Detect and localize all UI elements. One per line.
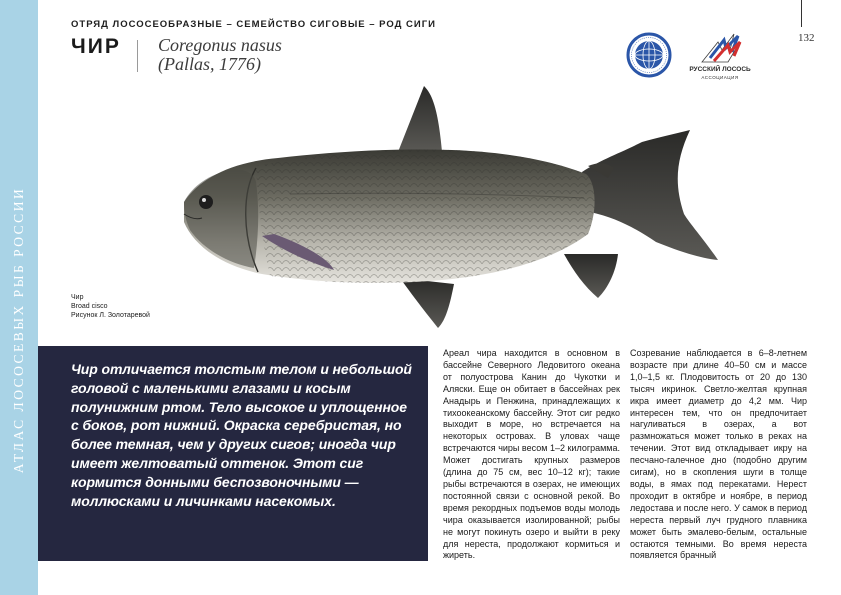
latin-name-line: Coregonus nasus: [158, 35, 282, 55]
broad-cisco-fish-icon: [170, 82, 730, 342]
latin-author-line: (Pallas, 1776): [158, 54, 261, 74]
side-band-title: АТЛАС ЛОСОСЕВЫХ РЫБ РОССИИ: [11, 186, 26, 474]
caption-english-name: Broad cisco: [71, 303, 108, 310]
salmon-association-label: [680, 66, 760, 82]
taxonomy-header: ОТРЯД ЛОСОСЕОБРАЗНЫЕ – СЕМЕЙСТВО СИГОВЫЕ – РОД СИГИ: [71, 19, 436, 30]
page-number: 132: [798, 32, 815, 44]
salmon-association-subtitle: АССОЦИАЦИЯ: [701, 75, 739, 80]
caption-russian-name: Чир: [71, 294, 84, 301]
body-column-1: Ареал чира находится в основном в бассейне Северного Ледовитого океана от полуострова Канин до Чукотки и Аляски. Еще он обитает в бассейнах рек Анадырь и Пенжина, принадлежащих к тихоокеанскому бассейну. Этот сиг редко выходит в море, но встречается на некоторых островах. В уловах чаще встречаются чиры весом 1–2 килограмма. Может достигать крупных размеров (длина до 75 см, вес 10–12 кг); такие рыбы встречаются в озерах, не имеющих постоянной связи с основной рекой. Во время рекордных подъемов воды молодь чира оказывается изолированной; рыбы не могут покинуть озеро и выйти в реку для нереста, продолжают кормиться и жиреть.: [443, 348, 620, 561]
page-title: ЧИР: [71, 35, 121, 58]
body-column-2: Созревание наблюдается в 6–8-летнем возрасте при длине 40–50 см и массе 1,0–1,5 кг. Плодовитость от 20 до 130 тысяч икринок. Светло-желтая крупная икра имеет диаметр до 4,2 мм. Чир интересен тем, что он предпочитает нагуливаться в озерах, а вот размножаться может только в реках на течении. Этот вид откладывает икру на песчано-галечное дно (подобно другим сигам), но в скопления шуги в толще воды, в ямах под перекатами. Нерест проходит в октябре и ноябре, в период ледостава и после него. У самок в период нереста первый луч грудного плавника может быть эмалево-белым, остальные остаются темными. Во время нереста появляется брачный: [630, 348, 807, 561]
latin-name: [158, 36, 282, 74]
globe-emblem-icon: [624, 32, 674, 78]
figure-caption: [71, 293, 150, 320]
salmon-association-name: РУССКИЙ ЛОСОСЬ: [689, 66, 751, 73]
side-band: [0, 0, 38, 595]
caption-credit: Рисунок Л. Золотаревой: [71, 312, 150, 319]
intro-text: Чир отличается толстым телом и небольшой головой с маленькими глазами и косым полунижним ртом. Тело высокое и уплощенное с боков, рот нижний. Окраска серебристая, но более темная, чем у других сигов; иногда чир имеет желтоватый оттенок. Этот сиг кормится донными беспозвоночными — моллюсками и личинками насекомых.: [71, 361, 412, 509]
title-divider: [137, 40, 138, 72]
page-rule: [801, 0, 802, 27]
